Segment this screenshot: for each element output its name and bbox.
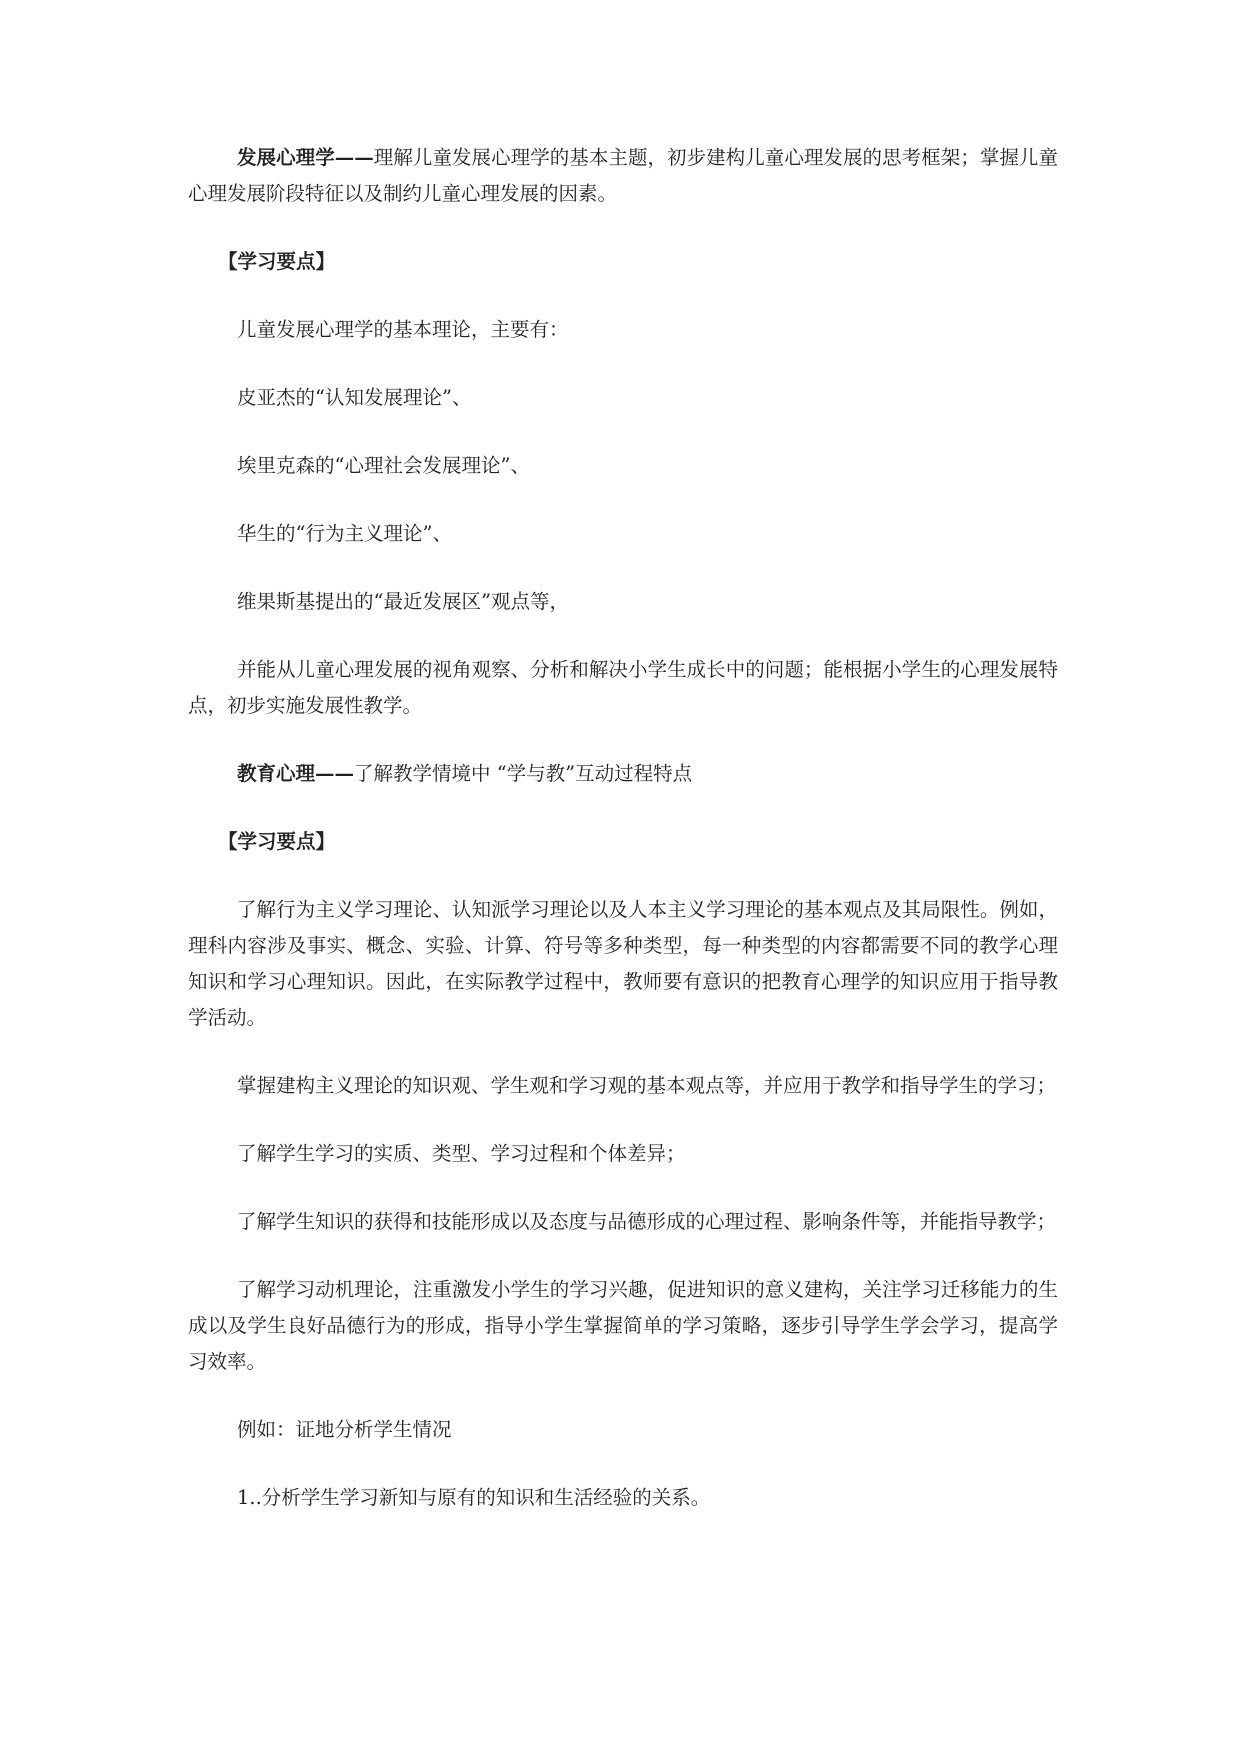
- section2-description: 了解教学情境中 “学与教”互动过程特点: [354, 762, 693, 785]
- section2-title: 教育心理——: [237, 762, 355, 785]
- paragraph-learning-theories: 了解行为主义学习理论、认知派学习理论以及人本主义学习理论的基本观点及其局限性。例如，理科内容涉及事实、概念、实验、计算、符号等多种类型，每一种类型的内容都需要不同的教学心理知识和学习心理知识。因此，在实际教学过程中，教师要有意识的把教育心理学的知识应用于指导教学活动。: [188, 898, 1058, 1029]
- section2-intro: [188, 756, 1058, 792]
- theory-item-vygotsky: 维果斯基提出的“最近发展区”观点等，: [237, 590, 569, 613]
- section2-heading: 【学习要点】: [218, 830, 336, 853]
- section1-paragraph: 并能从儿童心理发展的视角观察、分析和解决小学生成长中的问题；能根据小学生的心理发展特点，初步实施发展性教学。: [188, 658, 1058, 717]
- paragraph-example: 例如：证地分析学生情况: [237, 1418, 452, 1441]
- paragraph-motivation: 了解学习动机理论，注重激发小学生的学习兴趣，促进知识的意义建构，关注学习迁移能力的生成以及学生良好品德行为的形成，指导小学生掌握简单的学习策略，逐步引导学生学会学习，提高学习效率。: [188, 1278, 1058, 1373]
- theory-item-piaget: 皮亚杰的“认知发展理论”、: [237, 386, 472, 409]
- paragraph-constructivism: 掌握建构主义理论的知识观、学生观和学习观的基本观点等，并应用于教学和指导学生的学习；: [237, 1074, 1057, 1097]
- document-page: [188, 140, 1058, 1548]
- section1-intro: [188, 140, 1058, 212]
- section1-heading: 【学习要点】: [218, 250, 336, 273]
- theory-item-watson: 华生的“行为主义理论”、: [237, 522, 452, 545]
- paragraph-learning-nature: 了解学生学习的实质、类型、学习过程和个体差异；: [237, 1142, 686, 1165]
- theory-item-erikson: 埃里克森的“心理社会发展理论”、: [237, 454, 530, 477]
- theories-intro: 儿童发展心理学的基本理论，主要有：: [237, 318, 569, 341]
- section1-title: 发展心理学——: [237, 146, 374, 169]
- paragraph-item-1: 1..分析学生学习新知与原有的知识和生活经验的关系。: [237, 1486, 711, 1509]
- paragraph-knowledge-skills: 了解学生知识的获得和技能形成以及态度与品德形成的心理过程、影响条件等，并能指导教学；: [237, 1210, 1057, 1233]
- section1-description: 理解儿童发展心理学的基本主题，初步建构儿童心理发展的思考框架；掌握儿童心理发展阶段特征以及制约儿童心理发展的因素。: [188, 146, 1058, 205]
